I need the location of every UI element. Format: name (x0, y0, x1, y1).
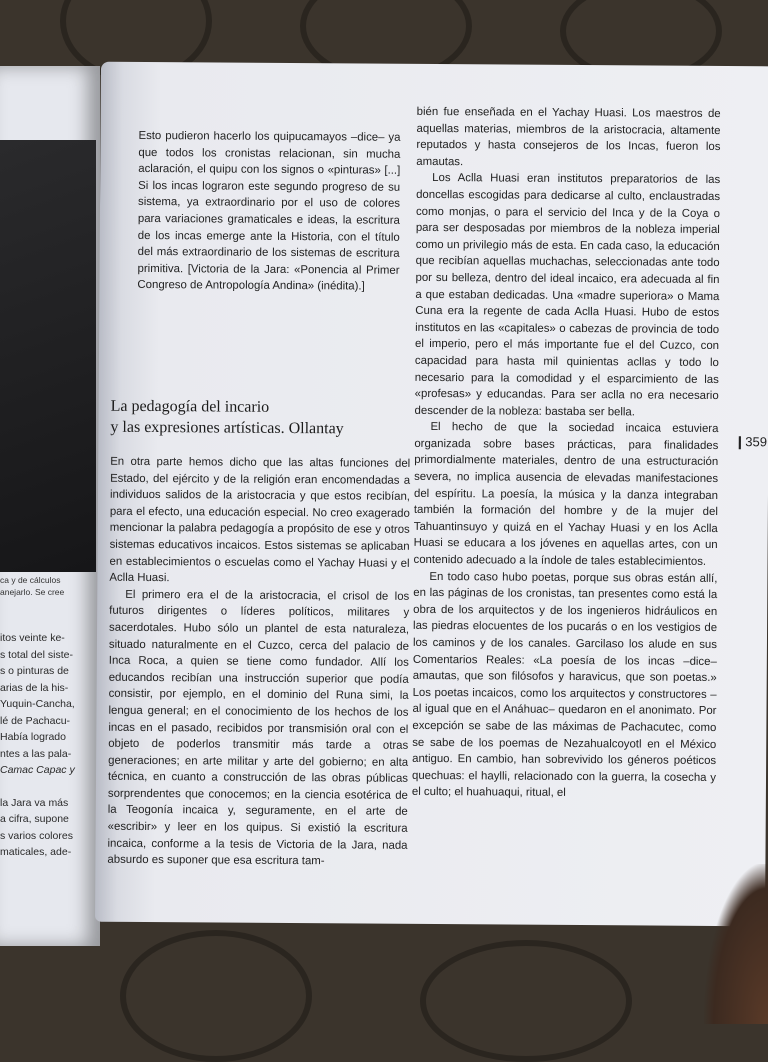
left-page-text: itos veinte ke- s total del siste- s o pinturas de arias de la his- Yuquin-Cancha, lé de Pachacu- Había logrado ntes a las pala- Camac Capac y la Jara va más a cifra, supone s varios colores maticales, ade- (0, 632, 75, 858)
body-column-left (107, 454, 410, 871)
paragraph: En otra parte hemos dicho que las altas funciones del Estado, del ejército y de la religión eran encomendadas a individuos salidos de la aristocracia y que estos recibían, para el efecto, una educación especial. No creo exagerado mencionar la palabra pedagogía a propósito de ese y otros sistemas educativos incaicos. Estos sistemas se aplicaban en establecimientos o escuelas como el Yachay Huasi y el Aclla Huasi. (109, 455, 411, 585)
section-heading (110, 396, 400, 440)
left-page (0, 66, 100, 946)
paragraph: El hecho de que la sociedad incaica estuviera organizada sobre bases prácticas, para finalidades primordialmente materiales, dentro de una estructuración severa, no implica ausencia de elevadas manifestaciones del espíritu. La poesía, la música y la danza integraban también la formación del hombre y de la mujer del Tahuantinsuyo y quizá en el Yachay Huasi y en los Aclla Huasi se educara a los jóvenes en aquellas artes, con un contenido adecuado a la índole de tales establecimientos. (413, 421, 719, 568)
paragraph: bién fue enseñada en el Yachay Huasi. Los maestros de aquellas materias, miembros de la aristocracia, altamente reputados y hasta consejeros de los Incas, fueron los amautas. (416, 105, 721, 168)
quote-block (137, 128, 400, 296)
paragraph: En todo caso hubo poetas, porque sus obras están allí, en las páginas de los cronistas, tan presentes como está la obra de los arquitectos y de los ingenieros hidráulicos en las piedras elocuentes de los pucarás o en los vestigios de los caminos y de los canales. Garcilaso los alude en sus Comentarios Reales: «La poesía de los incas –dice– amautas, que son filósofos y haravicus, que son poetas.» Los poetas incaicos, como los arquitectos y constructores –al igual que en el Anáhuac– quedaron en el anonimato. Por excepción se sabe de las máximas de Pachacutec, como se sabe de los poemas de Nezahualcoyotl en el México antiguo. En cambio, han sobrevivido los géneros poéticos quechuas: el haylli, relacionado con la guerra, la cosecha y el culto; el huahuaqui, ritual, el (411, 570, 718, 800)
left-page-photo (0, 140, 96, 572)
paragraph: Los Aclla Huasi eran institutos preparatorios de las doncellas escogidas para dedicarse al culto, enclaustradas como monjas, o para el servicio del Inca y de la Coya o para ser desposadas por miembros de la nobleza imperial como un privilegio más de esta. En cada caso, la educación que recibían aquellas muchachas, seleccionadas ante todo por su belleza, dentro del ideal incaico, era adecuada al fin a que estaban dedicadas. Una «madre superiora» o Mama Cuna era la regente de cada Aclla Huasi. Hubo de estos institutos en las «capitales» o cabezas de provincia de todo el imperio, pero el más importante fue el del Cuzco, con capacidad para hasta mil quinientas acllas y todo lo necesario para la comodidad y el esparcimiento de las «profesas» y educandas. Para ser aclla no era necesario descender de la nobleza: bastaba ser bella. (414, 172, 721, 419)
heading-line-2: y las expresiones artísticas. Ollantay (110, 418, 344, 438)
paragraph: El primero era el de la aristocracia, el crisol de los futuros dirigentes o líderes políticos, militares y sacerdotales. Hubo sólo un plantel de esta naturaleza, situado naturalmente en el Cuzco, cerca del palacio de Inca Roca, a quien se tiene como fundador. Allí los educandos recibían una instrucción superior que podía consistir, por ejemplo, en el dominio del Runa simi, la lengua general; en el conocimiento de los hechos de los incas en el pasado, recibidos por transmisión oral con el objeto de poderlos transmitir más tarde a otras generaciones; en arte militar y arte del gobierno; en alta técnica, en cuanto a construcción de las obras públicas sorprendentes que conocemos; en la ciencia esotérica de la Teogonía incaica y, seguramente, en el arte de «escribir» y leer en los quipus. Si existió la escritura incaica, conforme a la tesis de Victoria de la Jara, nada absurdo es suponer que esa escritura tam- (107, 588, 410, 868)
heading-line-1: La pedagogía del incario (110, 397, 270, 416)
hand-thumb (704, 864, 768, 1024)
quote-text: Esto pudieron hacerlo los quipucamayos –dice– ya que todos los cronistas relacionan, sin mucha aclaración, el quipu con los signos o «pinturas» [...] Si los incas lograron este segundo progreso de su sistema, ya extraordinario por el uso de colores para variaciones gramaticales e ideas, la escritura de los incas emerge ante la Historia, con el título del más extraordinario de los sistemas de escritura primitiva. [Victoria de la Jara: «Ponencia al Primer Congreso de Antropología Andina» (inédita).] (137, 129, 401, 293)
right-page (95, 62, 768, 927)
body-column-right (412, 104, 721, 803)
page-number: ❙359 (734, 434, 768, 450)
left-page-caption: ca y de cálculos anejarlo. Se cree (0, 575, 65, 597)
